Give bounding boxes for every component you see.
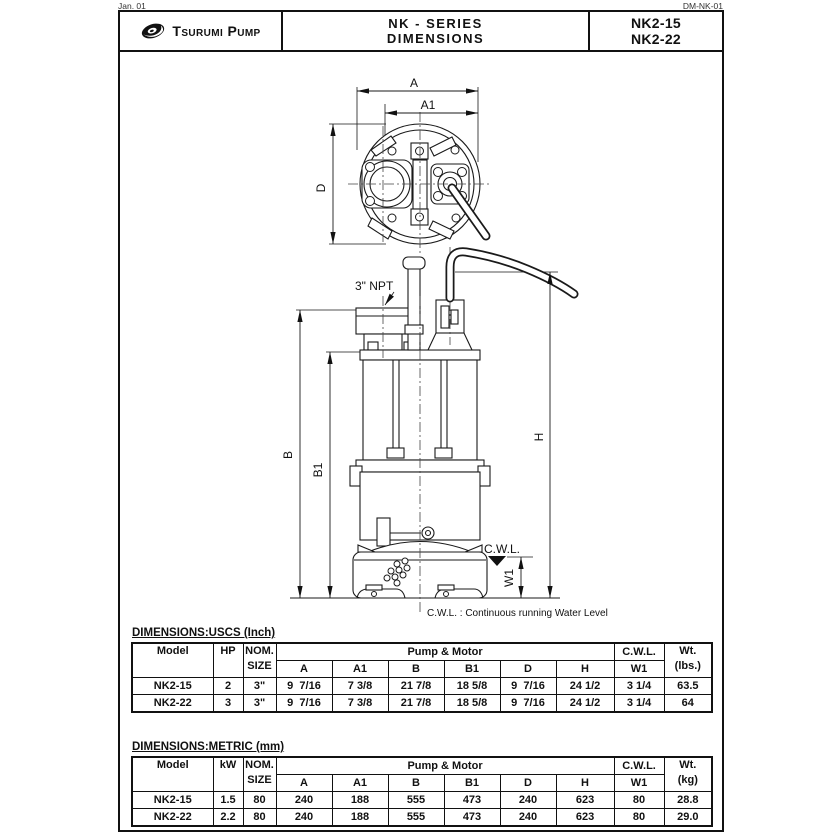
col-header-d: D (500, 661, 556, 678)
cwl-label: C.W.L. (484, 542, 521, 556)
col-header-a: A (276, 775, 332, 792)
col-header-cwl: C.W.L. (614, 643, 664, 661)
dim-label-h: H (532, 432, 546, 442)
col-header-b1: B1 (444, 775, 500, 792)
col-header-b: B (388, 775, 444, 792)
dim-label-a: A (409, 76, 419, 90)
revision-date: Jan. 01 (118, 1, 146, 11)
pump-side-view (281, 247, 608, 619)
col-header-a1: A1 (332, 775, 388, 792)
group-header-pump-motor: Pump & Motor (276, 757, 614, 775)
npt-label: 3" NPT (355, 279, 394, 293)
col-header-nom-size: NOM. SIZE (243, 757, 276, 792)
col-header-a1: A1 (332, 661, 388, 678)
col-header-b1: B1 (444, 661, 500, 678)
brand-name: Tsurumi Pump (172, 23, 261, 39)
col-header-b: B (388, 661, 444, 678)
col-header-h: H (556, 661, 614, 678)
pump-top-view (314, 76, 492, 256)
col-header-a: A (276, 661, 332, 678)
power-cable (450, 252, 574, 298)
document-number: DM-NK-01 (682, 1, 723, 11)
col-header-model: Model (132, 643, 213, 678)
col-header-kw: kW (213, 757, 243, 792)
model-number-1: NK2-15 (630, 15, 682, 31)
dim-label-a1: A1 (420, 98, 436, 112)
doc-title-line1: NK - SERIES (388, 16, 483, 31)
col-header-w1: W1 (614, 661, 664, 678)
col-header-wt: Wt. (kg) (664, 757, 712, 792)
table-row: NK2-15 2 3" 9 7/16 7 3/8 21 7/8 18 5/8 9 7/16 24 1/2 3 1/4 63.5 (132, 678, 712, 695)
doc-title-line2: DIMENSIONS (386, 31, 485, 46)
col-header-wt: Wt. (lbs.) (664, 643, 712, 678)
cwl-note: C.W.L. : Continuous running Water Level (427, 608, 608, 619)
metric-dimensions-section (131, 741, 711, 827)
dim-label-b1: B1 (311, 462, 325, 478)
dim-label-d: D (314, 183, 328, 193)
group-header-pump-motor: Pump & Motor (276, 643, 614, 661)
table-row: NK2-15 1.5 80 240 188 555 473 240 623 80 28.8 (132, 792, 712, 809)
lifting-handle (408, 266, 420, 350)
dim-label-w1: W1 (502, 569, 516, 587)
uscs-dimensions-section (131, 627, 711, 713)
table-row: NK2-22 3 3" 9 7/16 7 3/8 21 7/8 18 5/8 9 7/16 24 1/2 3 1/4 64 (132, 695, 712, 713)
col-header-cwl: C.W.L. (614, 757, 664, 775)
col-header-d: D (500, 775, 556, 792)
col-header-w1: W1 (614, 775, 664, 792)
metric-table (131, 756, 713, 827)
col-header-hp: HP (213, 643, 243, 678)
water-level-marker-icon (488, 556, 506, 566)
dim-label-b: B (281, 450, 295, 460)
col-header-model: Model (132, 757, 213, 792)
table-row: NK2-22 2.2 80 240 188 555 473 240 623 80 29.0 (132, 809, 712, 827)
uscs-table (131, 642, 713, 713)
col-header-h: H (556, 775, 614, 792)
col-header-nom-size: NOM. SIZE (243, 643, 276, 678)
model-number-2: NK2-22 (630, 31, 682, 47)
uscs-table-title: DIMENSIONS:USCS (Inch) (132, 627, 276, 639)
metric-table-title: DIMENSIONS:METRIC (mm) (132, 741, 285, 753)
